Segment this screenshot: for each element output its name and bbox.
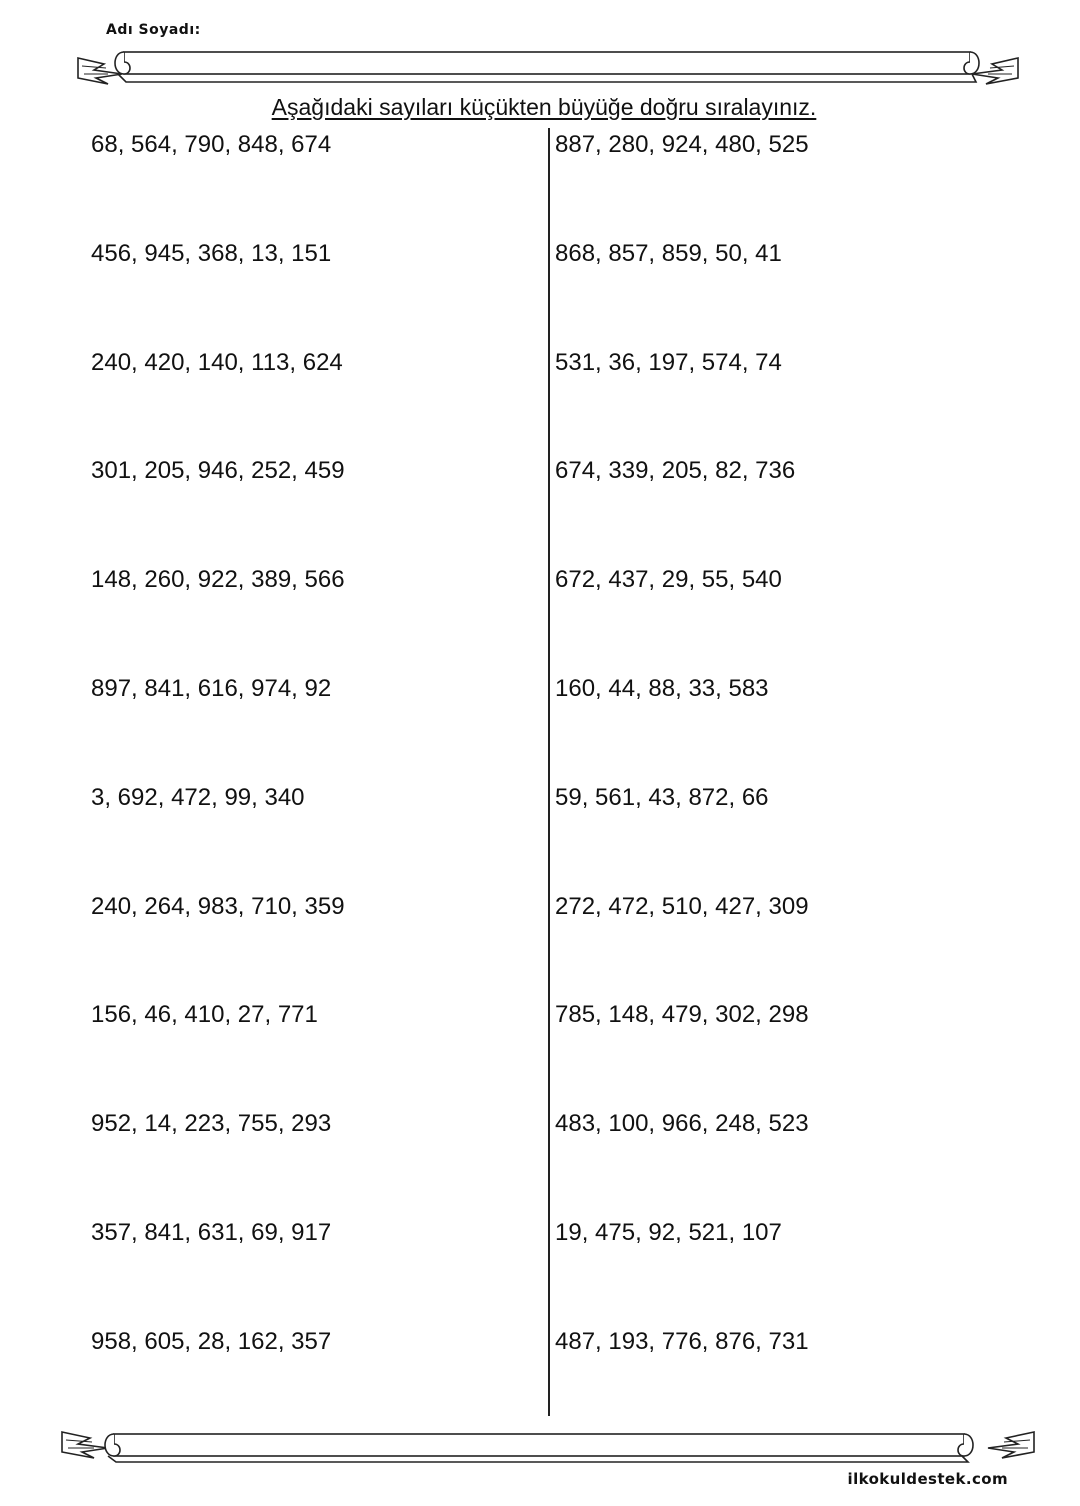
exercise-item: 483, 100, 966, 248, 523 <box>555 1110 809 1138</box>
exercise-item: 240, 264, 983, 710, 359 <box>91 892 345 920</box>
footer-website: ilkokuldestek.com <box>847 1470 1008 1488</box>
exercise-item: 68, 564, 790, 848, 674 <box>91 131 332 158</box>
exercise-item: 301, 205, 946, 252, 459 <box>91 457 345 485</box>
exercise-item: 868, 857, 859, 50, 41 <box>555 239 782 267</box>
exercise-item: 456, 945, 368, 13, 151 <box>91 239 332 267</box>
exercise-item: 240, 420, 140, 113, 624 <box>91 348 343 376</box>
column-divider <box>548 128 550 1416</box>
exercise-item: 531, 36, 197, 574, 74 <box>555 348 782 376</box>
exercise-item: 357, 841, 631, 69, 917 <box>91 1218 332 1246</box>
exercise-item: 952, 14, 223, 755, 293 <box>91 1110 332 1138</box>
exercise-item: 59, 561, 43, 872, 66 <box>555 783 769 811</box>
exercise-item: 487, 193, 776, 876, 731 <box>555 1327 809 1355</box>
exercise-item: 160, 44, 88, 33, 583 <box>555 674 769 702</box>
right-exercise-column <box>555 130 809 1436</box>
exercise-item: 3, 692, 472, 99, 340 <box>91 783 305 811</box>
exercise-item: 148, 260, 922, 389, 566 <box>91 566 345 594</box>
exercise-item: 897, 841, 616, 974, 92 <box>91 674 332 702</box>
name-label: Adı Soyadı: <box>106 22 201 38</box>
exercise-item: 272, 472, 510, 427, 309 <box>555 892 809 920</box>
instruction-heading: Aşağıdaki sayıları küçükten büyüğe doğru sıralayınız. <box>271 94 817 120</box>
exercise-item: 672, 437, 29, 55, 540 <box>555 566 782 594</box>
exercise-item: 156, 46, 410, 27, 771 <box>91 1001 318 1029</box>
bottom-scroll-banner <box>0 1422 1080 1470</box>
exercise-item: 785, 148, 479, 302, 298 <box>555 1001 809 1029</box>
left-exercise-column <box>91 130 345 1436</box>
exercise-item: 674, 339, 205, 82, 736 <box>555 457 796 485</box>
exercise-item: 887, 280, 924, 480, 525 <box>555 131 809 158</box>
exercise-item: 958, 605, 28, 162, 357 <box>91 1327 332 1355</box>
exercise-item: 19, 475, 92, 521, 107 <box>555 1218 782 1246</box>
top-scroll-banner <box>0 44 1080 92</box>
